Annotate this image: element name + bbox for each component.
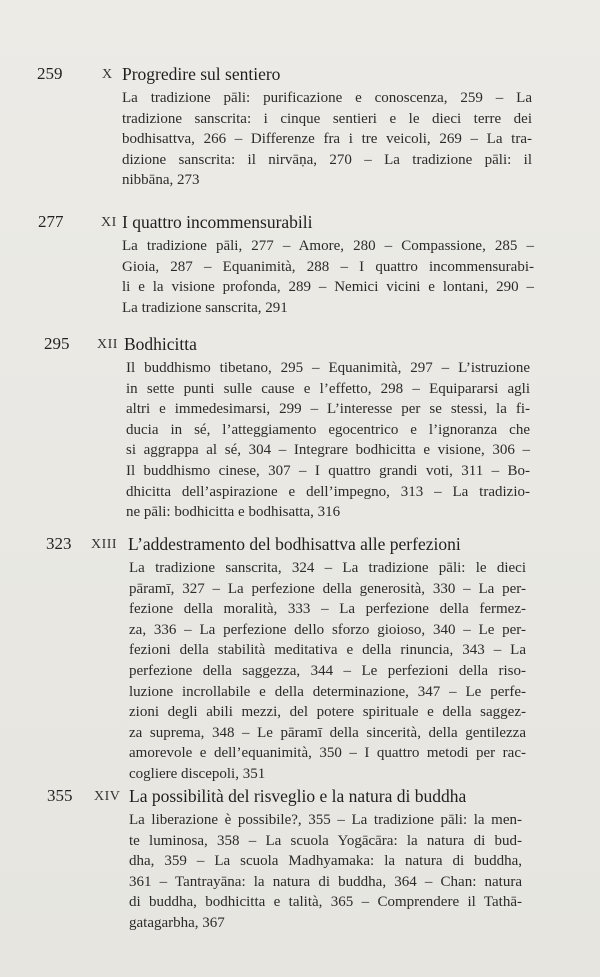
start-page-number: 259 [37,64,63,83]
contents-line: La liberazione è possibile?, 355 – La tradizione pāli: la men- [129,812,522,828]
chapter-title: La possibilità del risveglio e la natura di buddha [129,786,467,806]
contents-line: di buddha, bodhicitta e talità, 365 – Comprendere il Tathā- [129,894,522,911]
contents-line: Gioia, 287 – Equanimità, 288 – I quattro incommensurabi- [122,258,534,275]
chapter-contents [126,358,530,523]
chapter-contents [122,88,532,191]
chapter-contents [129,558,526,785]
contents-line: li e la visione profonda, 289 – Nemici vicini e lontani, 290 – [122,279,534,296]
contents-line: za suprema, 348 – Le pāramī della sincerità, della gentilezza [129,724,526,741]
contents-line: fezione della moralità, 333 – La perfezione della fermez- [129,601,526,618]
contents-line: ne pāli: bodhicitta e bodhisatta, 316 [126,504,341,521]
chapter-numeral: XIV [94,789,121,804]
contents-line: dha, 359 – La scuola Madhyamaka: la natura di buddha, [129,853,522,870]
contents-line: si aggrappa al sé, 304 – Integrare bodhicitta e visione, 306 – [126,442,530,459]
contents-line: gatagarbha, 367 [129,914,225,931]
chapter-numeral: XII [97,337,118,352]
contents-line: La tradizione pāli: purificazione e conoscenza, 259 – La [122,90,532,106]
contents-line: pāramī, 327 – La perfezione della generosità, 330 – La per- [129,580,526,597]
chapter-title: L’addestramento del bodhisattva alle perfezioni [128,534,461,554]
chapter-numeral: XI [101,215,117,230]
start-page-number: 295 [44,334,70,353]
chapter-contents [122,236,534,318]
chapter-title: Bodhicitta [124,334,197,354]
contents-line: bodhisattva, 266 – Differenze fra i tre veicoli, 269 – La tra- [122,131,532,148]
contents-line: dizione sanscrita: il nirvāṇa, 270 – La tradizione pāli: il [122,151,532,168]
contents-line: Il buddhismo cinese, 307 – I quattro grandi voti, 311 – Bo- [126,462,530,479]
contents-line: 361 – Tantrayāna: la natura di buddha, 364 – Chan: natura [129,873,522,890]
contents-line: La tradizione sanscrita, 291 [122,299,288,316]
start-page-number: 277 [38,212,64,231]
contents-line: La tradizione sanscrita, 324 – La tradizione pāli: le dieci [129,560,526,576]
contents-line: La tradizione pāli, 277 – Amore, 280 – Compassione, 285 – [122,238,534,254]
chapter-numeral: X [102,67,113,82]
start-page-number: 355 [47,786,73,805]
contents-line: nibbāna, 273 [122,172,200,189]
start-page-number: 323 [46,534,72,553]
contents-line: zioni degli abili mezzi, del potere spirituale e della saggez- [129,704,526,721]
contents-line: altri e immedesimarsi, 299 – L’interesse per se stessi, la fi- [126,401,530,418]
chapter-contents [129,810,522,934]
contents-line: Il buddhismo tibetano, 295 – Equanimità, 297 – L’istruzione [126,360,530,376]
contents-line: cogliere discepoli, 351 [129,765,266,782]
contents-line: luzione incrollabile e della determinazione, 347 – Le perfe- [129,683,526,700]
chapter-numeral: XIII [91,537,118,552]
contents-line: za, 336 – La perfezione dello sforzo gioioso, 340 – Le per- [129,621,526,638]
contents-line: te luminosa, 358 – La scuola Yogācāra: la natura di bud- [129,832,522,849]
chapter-title: Progredire sul sentiero [122,64,281,84]
contents-line: in sette punti sulle cause e l’effetto, 298 – Equipararsi agli [126,380,530,397]
chapter-title: I quattro incommensurabili [122,212,313,232]
contents-line: ducia in sé, l’atteggiamento egocentrico e l’ignoranza che [126,421,530,438]
contents-line: perfezione della saggezza, 344 – Le perfezioni della riso- [129,662,526,679]
contents-line: dhicitta dell’aspirazione e dell’impegno, 313 – La tradizio- [126,483,530,500]
contents-line: fezioni della stabilità meditativa e della rinuncia, 343 – La [129,642,526,659]
contents-line: amorevole e dell’equanimità, 350 – I quattro metodi per rac- [129,745,526,762]
contents-line: tradizione sanscrita: i cinque sentieri e le dieci terre dei [122,110,532,127]
